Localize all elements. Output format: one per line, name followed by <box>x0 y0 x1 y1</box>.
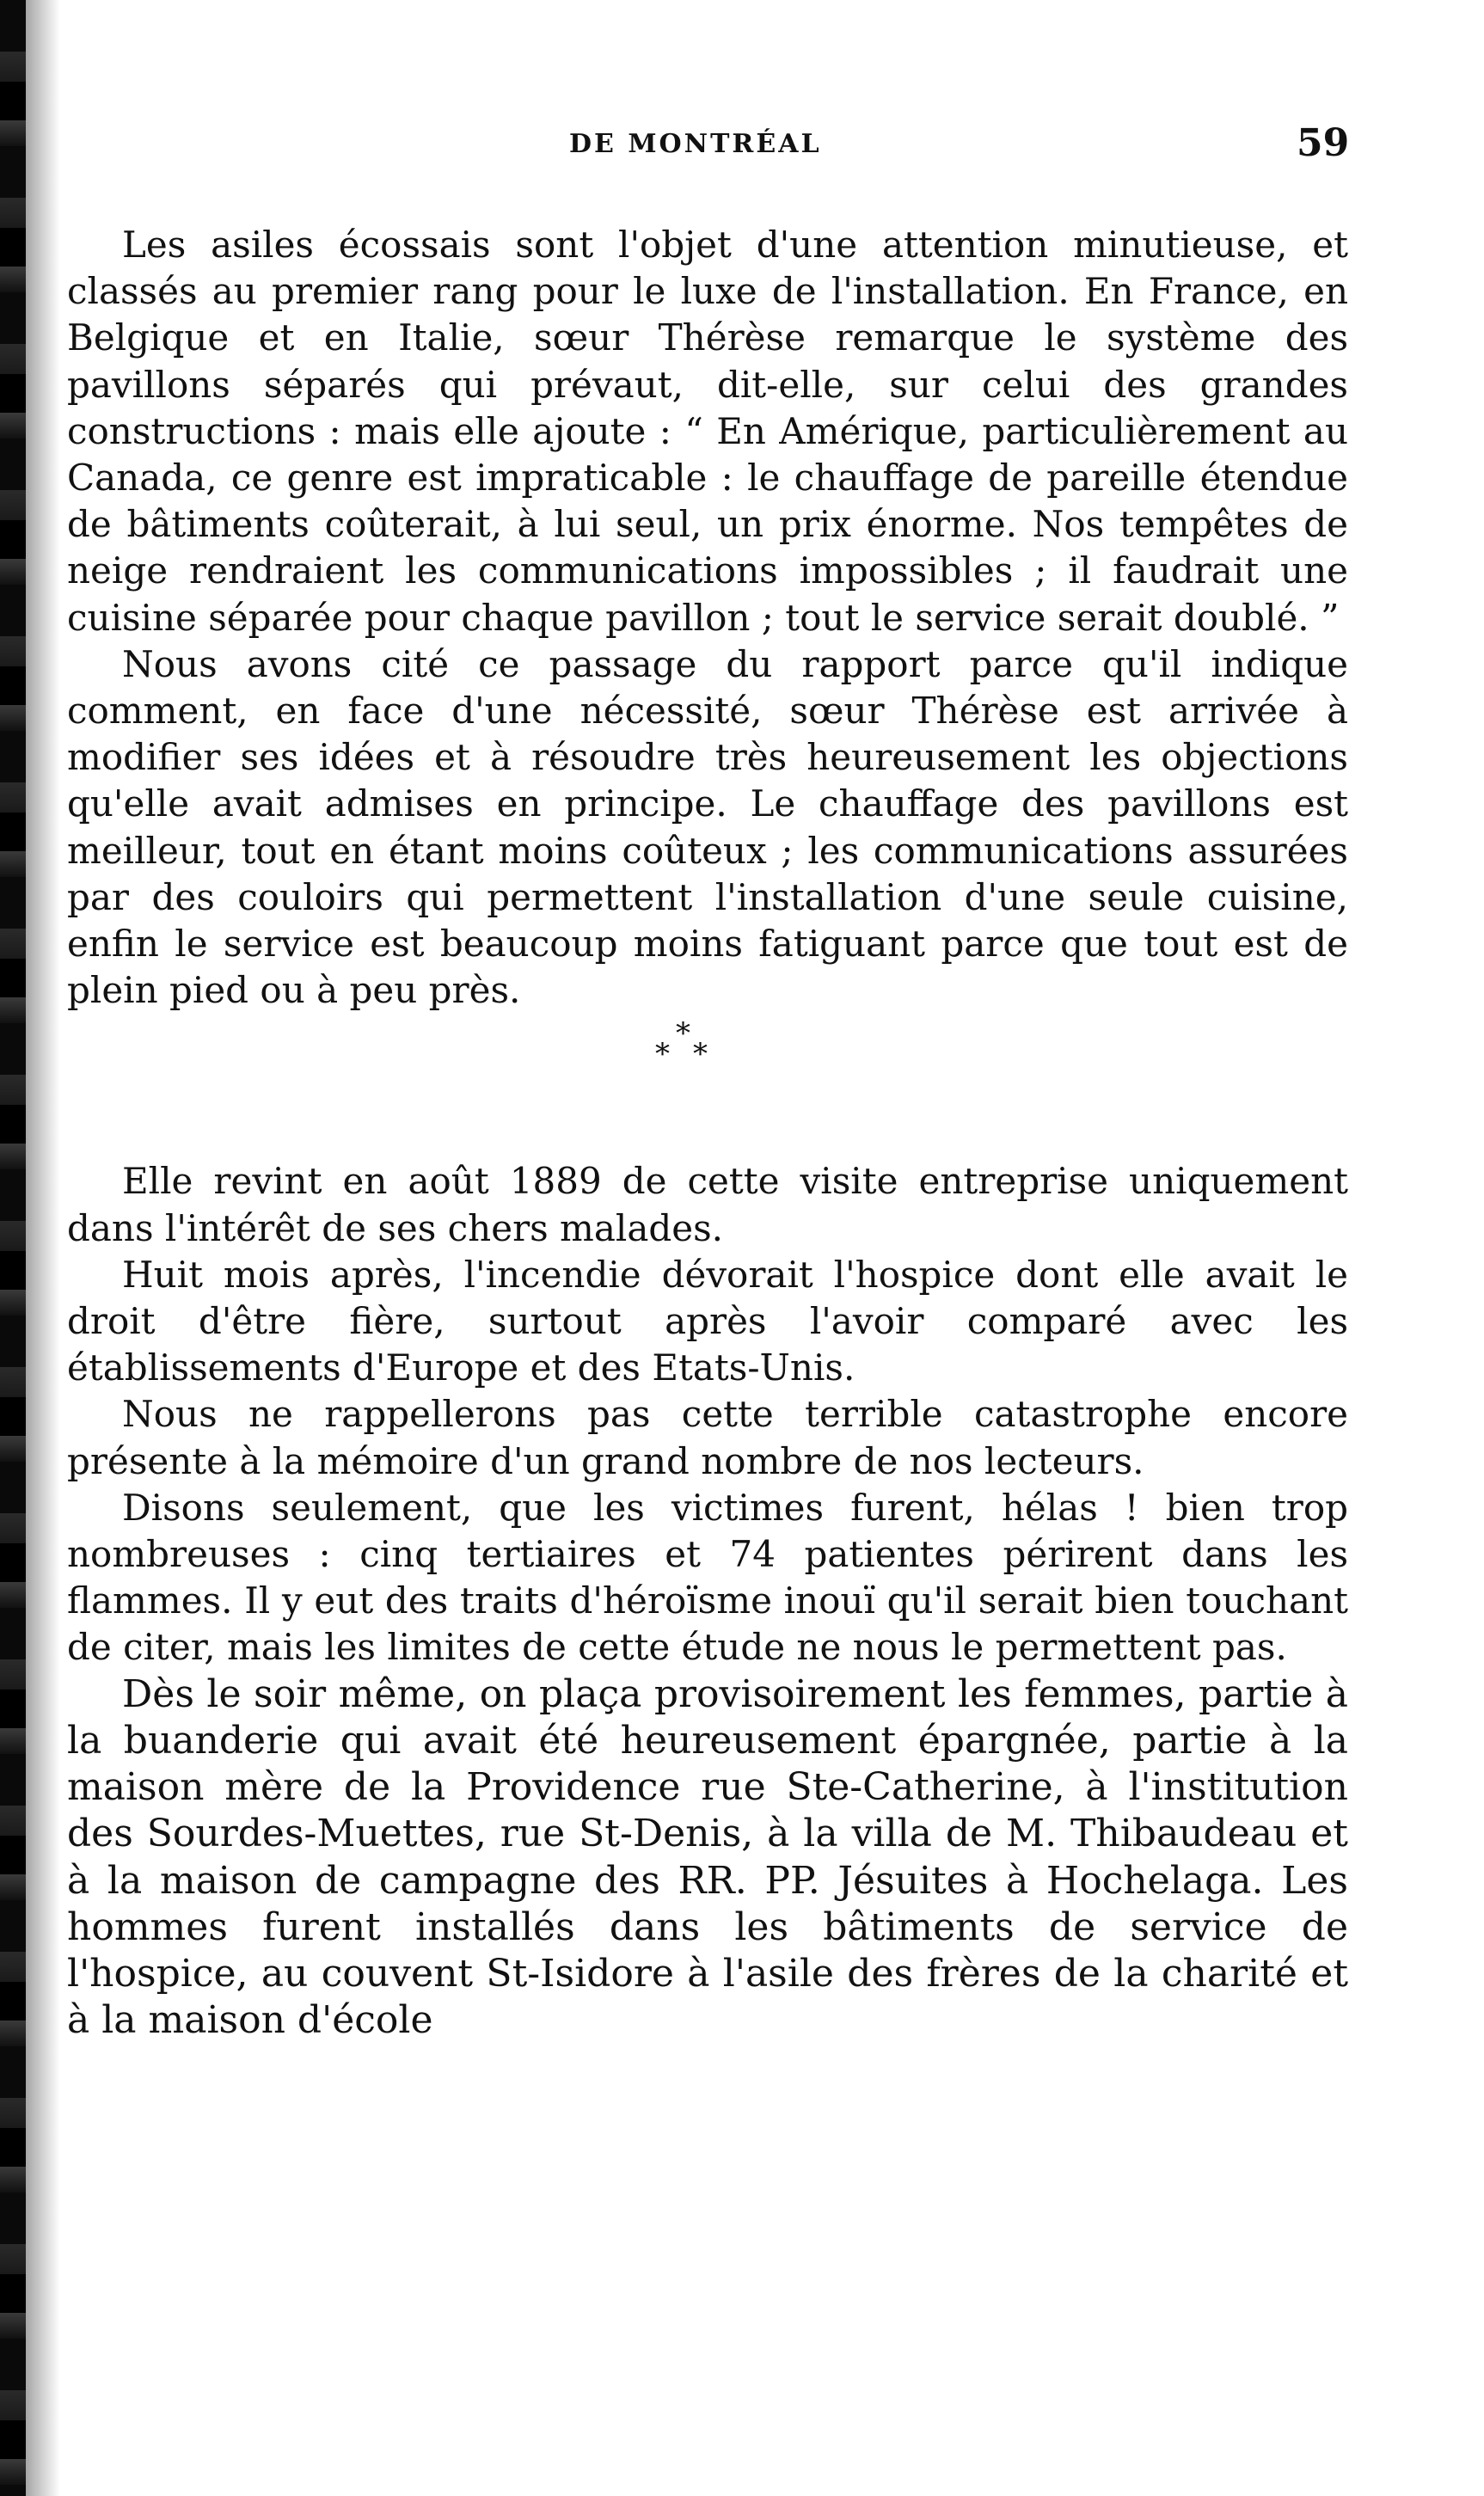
text-block <box>67 222 1348 2044</box>
binding-shadow <box>26 0 60 2496</box>
page-number: 59 <box>1297 121 1350 165</box>
paragraph-relogement: Dès le soir même, on plaça provisoirement les femmes, partie à la buanderie qui avait été heureusement épargnée, partie à la maison mère de la Providence rue Ste-Catherine, à l'institution des Sourdes-Muettes, rue St-Denis, à la villa de M. Thibaudeau et à la maison de campagne des RR. PP. Jésuites à Hochelaga. Les hommes furent installés dans les bâtiments de service de l'hospice, au couvent St-Isidore à l'asile des frères de la charité et à la maison d'école <box>67 1671 1348 2043</box>
running-head <box>0 121 1484 179</box>
asterism-star-left: * <box>655 1037 670 1072</box>
asterism-star-top: * <box>676 1016 690 1052</box>
running-title: DE MONTRÉAL <box>569 129 822 159</box>
asterism-star-right: * <box>693 1037 708 1072</box>
page-binding-edge <box>0 0 26 2496</box>
paragraph-passage-rapport: Nous avons cité ce passage du rapport parce qu'il indique comment, en face d'une nécessité, sœur Thérèse est arrivée à modifier ses idées et à résoudre très heureusement les objections qu'elle avait admises en principe. Le chauffage des pavillons est meilleur, tout en étant moins coûteux ; les communications assurées par des couloirs qui permettent l'installation d'une seule cuisine, enfin le service est beaucoup moins fatiguant parce que tout est de plein pied ou à peu près. <box>67 642 1348 1012</box>
paragraph-asiles-ecossais: Les asiles écossais sont l'objet d'une attention minutieuse, et classés au premier rang pour le luxe de l'installation. En France, en Belgique et en Italie, sœur Thérèse remarque le système des pavillons séparés qui prévaut, dit-elle, sur celui des grandes constructions : mais elle ajoute : “ En Amérique, particulièrement au Canada, ce genre est impraticable : le chauffage de pareille étendue de bâtiments coûterait, à lui seul, un prix énorme. Nos tempêtes de neige rendraient les communications impossibles ; il faudrait une cuisine séparée pour chaque pavillon ; tout le service serait doublé. ” <box>67 224 1348 639</box>
paragraph-victimes: Disons seulement, que les victimes furent, hélas ! bien trop nombreuses : cinq tertiaires et 74 patientes périrent dans les flammes. Il y eut des traits d'héroïsme inouï qu'il serait bien touchant de citer, mais les limites de cette étude ne nous le permettent pas. <box>67 1486 1348 1669</box>
paragraph-retour-aout-1889: Elle revint en août 1889 de cette visite entreprise uniquement dans l'intérêt de ses chers malades. <box>67 1160 1348 1249</box>
paragraph-catastrophe: Nous ne rappellerons pas cette terrible catastrophe encore présente à la mémoire d'un grand nombre de nos lecteurs. <box>67 1393 1348 1482</box>
asterism <box>67 1014 1348 1158</box>
paragraph-incendie: Huit mois après, l'incendie dévorait l'hospice dont elle avait le droit d'être fière, surtout après l'avoir comparé avec les établissements d'Europe et des Etats-Unis. <box>67 1253 1348 1389</box>
